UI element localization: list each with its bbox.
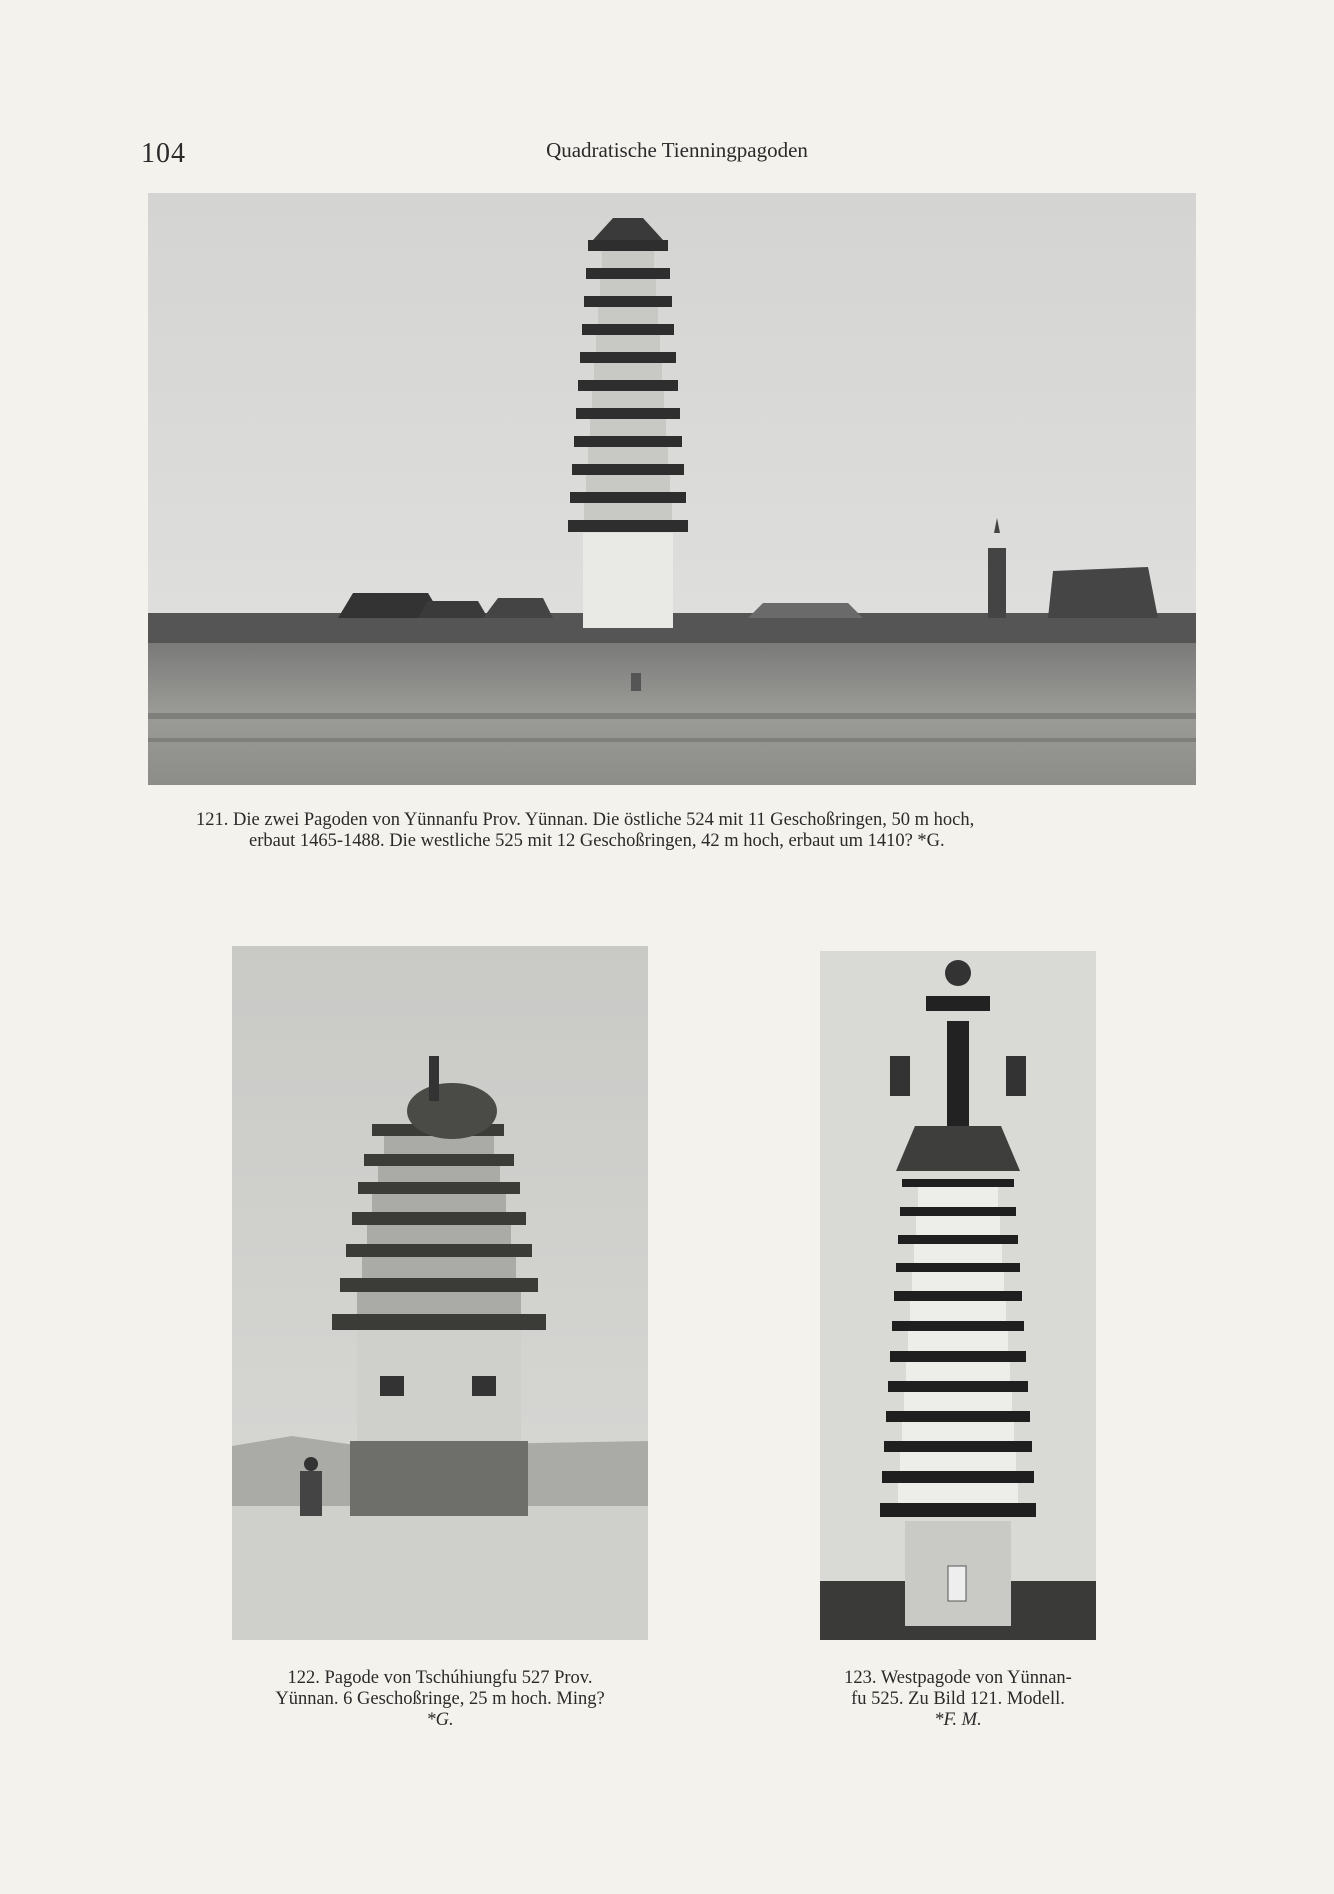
figure-121-photo <box>148 193 1196 785</box>
figure-121-caption <box>196 810 1146 852</box>
caption-line: *F. M. <box>934 1710 982 1730</box>
running-head: Quadratische Tienningpagoden <box>546 138 808 162</box>
caption-line: 123. Westpagode von Yünnan- <box>844 1668 1072 1688</box>
caption-line: 122. Pagode von Tschúhiungfu 527 Prov. <box>287 1668 593 1688</box>
caption-line: erbaut 1465-1488. Die westliche 525 mit 12 Geschoßringen, 42 m hoch, erbaut um 1410? *G. <box>249 831 945 851</box>
caption-line: *G. <box>426 1710 454 1730</box>
figure-122-photo <box>232 946 648 1640</box>
caption-line: fu 525. Zu Bild 121. Modell. <box>851 1689 1065 1709</box>
two-pagodas-image <box>148 193 1196 785</box>
caption-line: 121. Die zwei Pagoden von Yünnanfu Prov. Yünnan. Die östliche 524 mit 11 Geschoßringen, 50 m hoch, <box>196 810 975 830</box>
figure-123-photo <box>820 951 1096 1640</box>
westpagode-model-image <box>820 951 1096 1640</box>
pagoda-tschuhiungfu-image <box>232 946 648 1640</box>
caption-line: Yünnan. 6 Geschoßringe, 25 m hoch. Ming? <box>275 1689 605 1709</box>
figure-123-caption <box>820 1668 1096 1731</box>
figure-122-caption <box>232 1668 648 1731</box>
page-number: 104 <box>141 138 186 169</box>
